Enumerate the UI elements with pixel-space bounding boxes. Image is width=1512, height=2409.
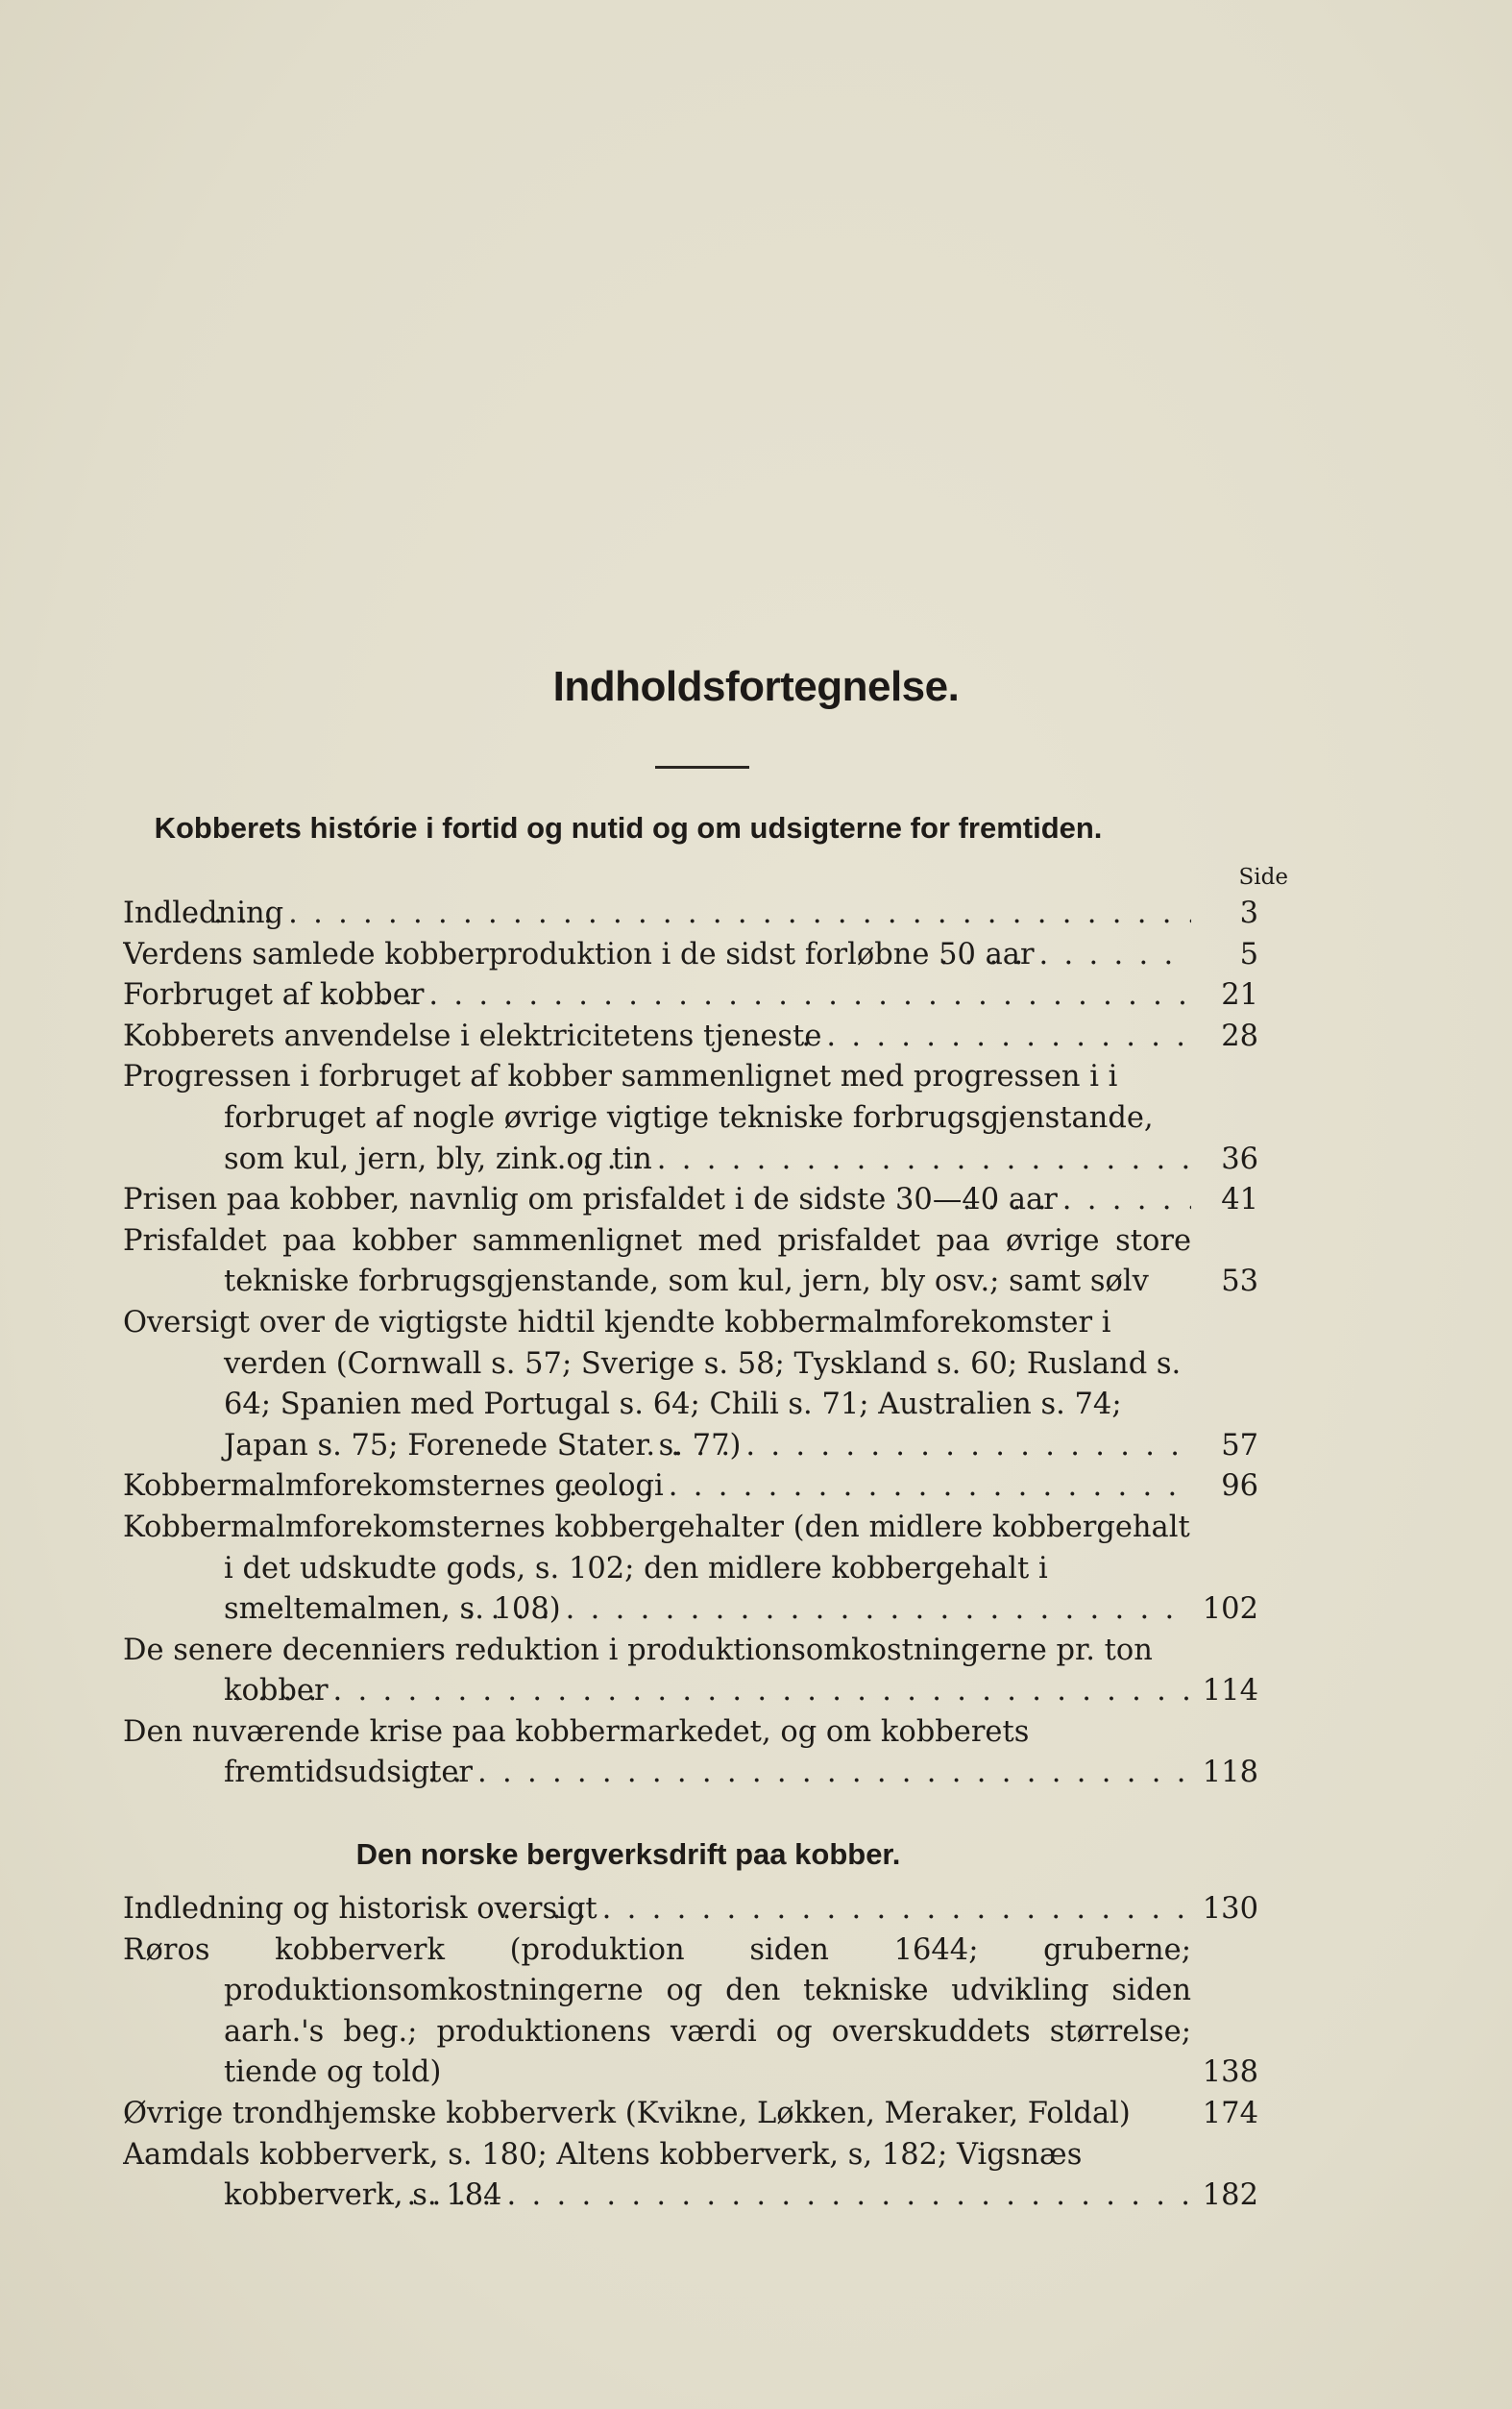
toc-entry — [123, 1057, 1258, 1180]
toc-entry-title-text: Indledning — [123, 897, 284, 930]
toc-entry-title — [123, 1930, 1191, 2094]
toc-entry-title — [123, 1221, 1191, 1303]
toc-entry — [123, 1631, 1258, 1712]
toc-entry-page-number: 28 — [1221, 1019, 1258, 1053]
toc-entry-page-number: 21 — [1221, 978, 1258, 1013]
toc-entry-title-text: Kobbermalmforekomsternes kobbergehalter (den midlere kobbergehalt i det udskudte gods, s. 102; den midlere kobbergehalt i smeltemalmen, s. 108) — [123, 1510, 1190, 1627]
toc-entry-title-text: De senere decenniers reduktion i produktionsomkostningerne pr. ton kobber — [123, 1633, 1153, 1708]
toc-entry-title — [123, 2094, 1191, 2135]
toc-entry-title-text: Den nuværende krise paa kobbermarkedet, og om kobberets fremtidsudsigter — [123, 1714, 1030, 1790]
toc-entry — [123, 1466, 1258, 1508]
toc-entry — [123, 1508, 1258, 1631]
toc-entry-title — [123, 1180, 1191, 1221]
toc-entry-page-number: 130 — [1202, 1892, 1258, 1926]
toc-entry-page-number: 57 — [1221, 1428, 1258, 1463]
toc-entry-page-number: 138 — [1202, 2055, 1258, 2090]
toc-entry-page-number: 102 — [1202, 1592, 1258, 1627]
toc-entry — [123, 2135, 1258, 2217]
toc-entry — [123, 1930, 1258, 2094]
toc-entry — [123, 1180, 1258, 1221]
toc-entry-title — [123, 1631, 1191, 1712]
toc-entry-page-number: 118 — [1202, 1756, 1258, 1790]
toc-entry-page-number: 182 — [1202, 2178, 1258, 2213]
toc-entry-page-number: 36 — [1221, 1142, 1258, 1176]
section-heading-norwegian-mining: Den norske bergverksdrift paa kobber. — [355, 1837, 901, 1871]
toc-entry — [123, 1889, 1258, 1930]
toc-entry-title — [123, 1057, 1191, 1180]
toc-entry-title — [123, 1889, 1191, 1930]
toc-entry — [123, 1712, 1258, 1794]
toc-entry-title-text: Progressen i forbruget af kobber sammenlignet med progressen i i forbruget af nogle øvrige vigtige tekniske forbrugsgjenstande, som kul, jern, bly, zink og tin — [123, 1060, 1154, 1176]
toc-entry-title-text: Prisfaldet paa kobber sammenlignet med prisfaldet paa øvrige store tekniske forbrugsgjenstande, som kul, jern, bly osv.; samt sølv — [123, 1223, 1191, 1299]
toc-entry-page-number: 96 — [1221, 1469, 1258, 1504]
toc-entry-title-text: Øvrige trondhjemske kobberverk (Kvikne, Løkken, Meraker, Foldal) — [123, 2096, 1131, 2130]
toc-entry-title — [123, 935, 1191, 976]
toc-entry — [123, 1017, 1258, 1058]
toc-entry — [123, 894, 1258, 935]
toc-entry-title-text: Verdens samlede kobberproduktion i de sidst forløbne 50 aar — [123, 937, 1035, 971]
toc-entry-title-text: Kobberets anvendelse i elektricitetens tjeneste — [123, 1019, 822, 1053]
toc-entry — [123, 1303, 1258, 1466]
toc-list-norwegian-mining — [123, 1889, 1258, 2217]
page-title: Indholdsfortegnelse. — [552, 663, 960, 710]
toc-entry-title-text: Kobbermalmforekomsternes geologi — [123, 1469, 664, 1504]
toc-entry-page-number: 114 — [1202, 1674, 1258, 1708]
toc-entry-title — [123, 1508, 1191, 1631]
toc-entry-title — [123, 1017, 1191, 1058]
toc-entry-page-number: 5 — [1239, 937, 1258, 971]
toc-entry-title — [123, 1303, 1191, 1466]
section-heading-history: Kobberets histórie i fortid og nutid og om udsigterne for fremtiden. — [154, 811, 1103, 845]
toc-entry — [123, 975, 1258, 1017]
side-column-label: Side — [1238, 865, 1288, 890]
toc-entry-title — [123, 1466, 1191, 1508]
toc-entry-page-number: 174 — [1202, 2096, 1258, 2130]
toc-entry-page-number: 53 — [1221, 1265, 1258, 1299]
toc-list-history — [123, 894, 1258, 1794]
toc-entry-title — [123, 894, 1191, 935]
toc-entry-title-text: Forbruget af kobber — [123, 978, 425, 1013]
title-divider — [655, 766, 749, 769]
toc-entry-title-text: Indledning og historisk oversigt — [123, 1892, 597, 1926]
toc-entry-title-text: Oversigt over de vigtigste hidtil kjendte kobbermalmforekomster i verden (Cornwall s. 57; Sverige s. 58; Tyskland s. 60; Rusland s. 64; Spanien med Portugal s. 64; Chili s. 71; Australien s. 74; Japan s. 75; Forenede Stater s. 77) — [123, 1305, 1182, 1463]
toc-entry-title — [123, 2135, 1191, 2217]
toc-entry — [123, 1221, 1258, 1303]
toc-entry-title-text: Aamdals kobberverk, s. 180; Altens kobberverk, s, 182; Vigsnæs kobberverk, s. 184 — [123, 2137, 1083, 2213]
toc-entry — [123, 935, 1258, 976]
toc-entry-title — [123, 1712, 1191, 1794]
toc-entry — [123, 2094, 1258, 2135]
toc-entry-title — [123, 975, 1191, 1017]
toc-entry-title-text: Prisen paa kobber, navnlig om prisfaldet i de sidste 30—40 aar — [123, 1183, 1058, 1217]
toc-entry-title-text: Røros kobberverk (produktion siden 1644; gruberne; produktionsomkostningerne og den tekniske udvikling siden aarh.'s beg.; produktionens værdi og overskuddets størrelse; tiende og told) — [123, 1932, 1191, 2090]
toc-entry-page-number: 41 — [1221, 1183, 1258, 1217]
toc-entry-page-number: 3 — [1239, 897, 1258, 930]
